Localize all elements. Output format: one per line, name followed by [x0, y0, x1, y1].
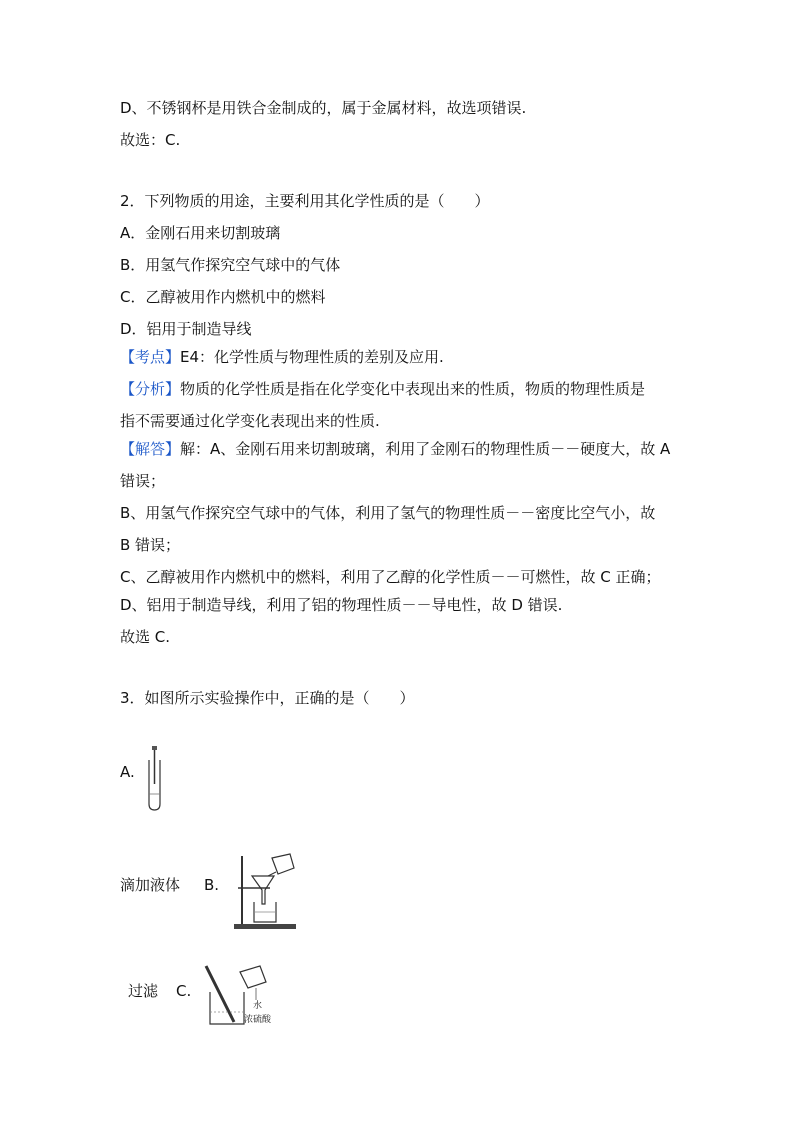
jieda-tag: 【解答】 — [120, 440, 181, 458]
fenxi-tag: 【分析】 — [120, 380, 181, 398]
q3-caption-b: 过滤 — [128, 982, 159, 1000]
jieda-line-2: 错误； — [120, 472, 166, 490]
dropper-test-tube-figure — [140, 744, 170, 812]
jieda-line-4: B 错误； — [120, 536, 181, 554]
q2-stem: 2．下列物质的用途，主要利用其化学性质的是（ ） — [120, 192, 490, 210]
kaodian-tag: 【考点】 — [120, 348, 181, 366]
jieda-line-1: 解：A、金刚石用来切割玻璃，利用了金刚石的物理性质－－硬度大，故 A — [180, 440, 671, 458]
q3-label-a: A. — [120, 763, 135, 781]
q3-label-c: C. — [176, 982, 192, 1000]
fenxi-text-1: 物质的化学性质是指在化学变化中表现出来的性质，物质的物理性质是 — [180, 380, 646, 398]
filtration-apparatus-figure — [232, 852, 302, 932]
jieda-line-3: B、用氢气作探究空气球中的气体，利用了氢气的物理性质－－密度比空气小，故 — [120, 504, 656, 522]
acid-label: 浓硫酸 — [244, 1015, 272, 1025]
kaodian-text: E4：化学性质与物理性质的差别及应用. — [180, 348, 444, 366]
dilution-figure — [200, 962, 280, 1030]
q2-jieda — [120, 439, 670, 459]
q3-caption-a: 滴加液体 — [120, 876, 181, 894]
prev-answer: 故选：C. — [120, 131, 181, 149]
q2-kaodian — [120, 347, 444, 367]
q2-option-c: C．乙醇被用作内燃机中的燃料 — [120, 288, 326, 306]
jieda-line-5: C、乙醇被用作内燃机中的燃料，利用了乙醇的化学性质－－可燃性，故 C 正确； — [120, 568, 661, 586]
jieda-line-7: 故选 C. — [120, 628, 171, 646]
jieda-line-6: D、铝用于制造导线，利用了铝的物理性质－－导电性，故 D 错误. — [120, 596, 563, 614]
water-label: 水 — [253, 1001, 263, 1011]
q2-option-a: A．金刚石用来切割玻璃 — [120, 224, 281, 242]
q3-label-b: B. — [204, 876, 220, 894]
q3-stem: 3．如图所示实验操作中，正确的是（ ） — [120, 689, 415, 707]
q2-fenxi — [120, 379, 645, 399]
prev-option-d: D、不锈钢杯是用铁合金制成的，属于金属材料，故选项错误. — [120, 99, 527, 117]
q2-option-d: D．铝用于制造导线 — [120, 320, 252, 338]
q2-fenxi-cont: 指不需要通过化学变化表现出来的性质. — [120, 412, 380, 430]
q2-option-b: B．用氢气作探究空气球中的气体 — [120, 256, 341, 274]
